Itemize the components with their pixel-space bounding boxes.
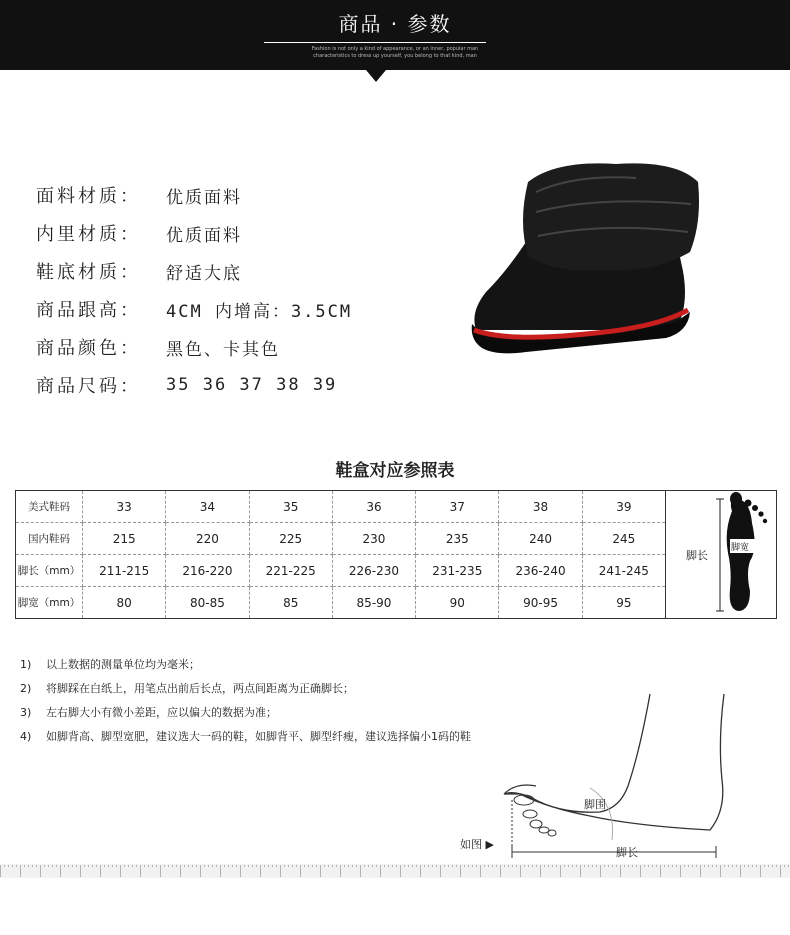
note-text: 将脚踩在白纸上，用笔点出前后长点，两点间距离为正确脚长；	[46, 682, 354, 695]
spec-row	[36, 252, 352, 290]
table-cell: 236-240	[499, 555, 582, 587]
table-cell: 35	[249, 491, 332, 523]
table-cell: 230	[332, 523, 415, 555]
table-cell: 34	[166, 491, 249, 523]
table-cell: 80-85	[166, 587, 249, 619]
table-cell: 225	[249, 523, 332, 555]
header-tagline	[0, 46, 790, 60]
spec-label: 面料材质：	[36, 186, 141, 207]
note-number: 4)	[20, 730, 32, 743]
spec-row	[36, 176, 352, 214]
table-cell: 240	[499, 523, 582, 555]
product-boot-image	[466, 152, 702, 366]
spec-value: 优质面料	[166, 225, 242, 246]
spec-label: 内里材质：	[36, 224, 141, 245]
table-cell: 221-225	[249, 555, 332, 587]
note-item	[20, 702, 471, 726]
table-row	[16, 555, 777, 587]
table-cell: 90-95	[499, 587, 582, 619]
spec-value: 4CM 内增高：3.5CM	[166, 301, 353, 322]
spec-label: 商品跟高：	[36, 300, 141, 321]
spec-value: 黑色、卡其色	[166, 339, 280, 360]
note-text: 左右脚大小有微小差距，应以偏大的数据为准；	[46, 706, 277, 719]
page-header	[0, 0, 790, 70]
tagline-line-1: Fashion is not only a kind of appearance, or an inner, popular man	[311, 46, 479, 52]
note-item	[20, 678, 471, 702]
foot-length-label: 脚长	[686, 549, 708, 562]
tagline-line-2: characteristics to dress up yourself, you belong to that kind, man	[313, 53, 477, 59]
table-cell: 37	[416, 491, 499, 523]
table-cell: 33	[83, 491, 166, 523]
table-cell: 226-230	[332, 555, 415, 587]
spec-label: 商品颜色：	[36, 338, 141, 359]
header-notch	[366, 70, 386, 82]
table-cell: 245	[582, 523, 665, 555]
foot-diagram-cell	[666, 491, 777, 619]
note-text: 如脚背高、脚型宽肥，建议选大一码的鞋，如脚背平、脚型纤瘦，建议选择偏小1码的鞋	[46, 730, 471, 743]
table-cell: 90	[416, 587, 499, 619]
table-cell: 85-90	[332, 587, 415, 619]
row-header: 脚宽（mm）	[16, 587, 83, 619]
girth-label: 脚围	[584, 798, 606, 811]
note-number: 3)	[20, 706, 32, 719]
spec-value: 舒适大底	[166, 263, 242, 284]
table-cell: 235	[416, 523, 499, 555]
row-header: 国内鞋码	[16, 523, 83, 555]
table-cell: 215	[83, 523, 166, 555]
table-row	[16, 491, 777, 523]
row-header: 美式鞋码	[16, 491, 83, 523]
foot-width-label: 脚宽	[731, 543, 750, 553]
table-cell: 241-245	[582, 555, 665, 587]
spec-label: 鞋底材质：	[36, 262, 141, 283]
table-cell: 231-235	[416, 555, 499, 587]
note-item	[20, 654, 471, 678]
ruler-bar	[0, 864, 790, 878]
title-divider	[264, 42, 486, 43]
section-title: 商品 · 参数	[338, 12, 452, 36]
note-number: 1)	[20, 658, 32, 671]
table-cell: 95	[582, 587, 665, 619]
table-cell: 39	[582, 491, 665, 523]
row-header: 脚长（mm）	[16, 555, 83, 587]
spec-label: 商品尺码：	[36, 376, 141, 397]
note-text: 以上数据的测量单位均为毫米；	[46, 658, 200, 671]
footprint-diagram	[666, 491, 776, 615]
foot-measure-diagram	[440, 690, 740, 862]
table-cell: 85	[249, 587, 332, 619]
table-cell: 220	[166, 523, 249, 555]
note-item	[20, 726, 471, 750]
table-cell: 36	[332, 491, 415, 523]
spec-value: 35 36 37 38 39	[166, 375, 338, 395]
table-cell: 80	[83, 587, 166, 619]
example-label: 如图 ▶	[460, 838, 494, 851]
spec-row	[36, 328, 352, 366]
size-table	[15, 490, 777, 619]
table-row	[16, 587, 777, 619]
measurement-notes	[20, 654, 471, 750]
table-cell: 211-215	[83, 555, 166, 587]
note-number: 2)	[20, 682, 32, 695]
table-row	[16, 523, 777, 555]
product-specs	[36, 176, 352, 404]
table-cell: 216-220	[166, 555, 249, 587]
spec-row	[36, 290, 352, 328]
spec-row	[36, 366, 352, 404]
table-cell: 38	[499, 491, 582, 523]
spec-value: 优质面料	[166, 187, 242, 208]
size-table-title: 鞋盒对应参照表	[335, 461, 455, 481]
length-label: 脚长	[616, 846, 638, 859]
spec-row	[36, 214, 352, 252]
